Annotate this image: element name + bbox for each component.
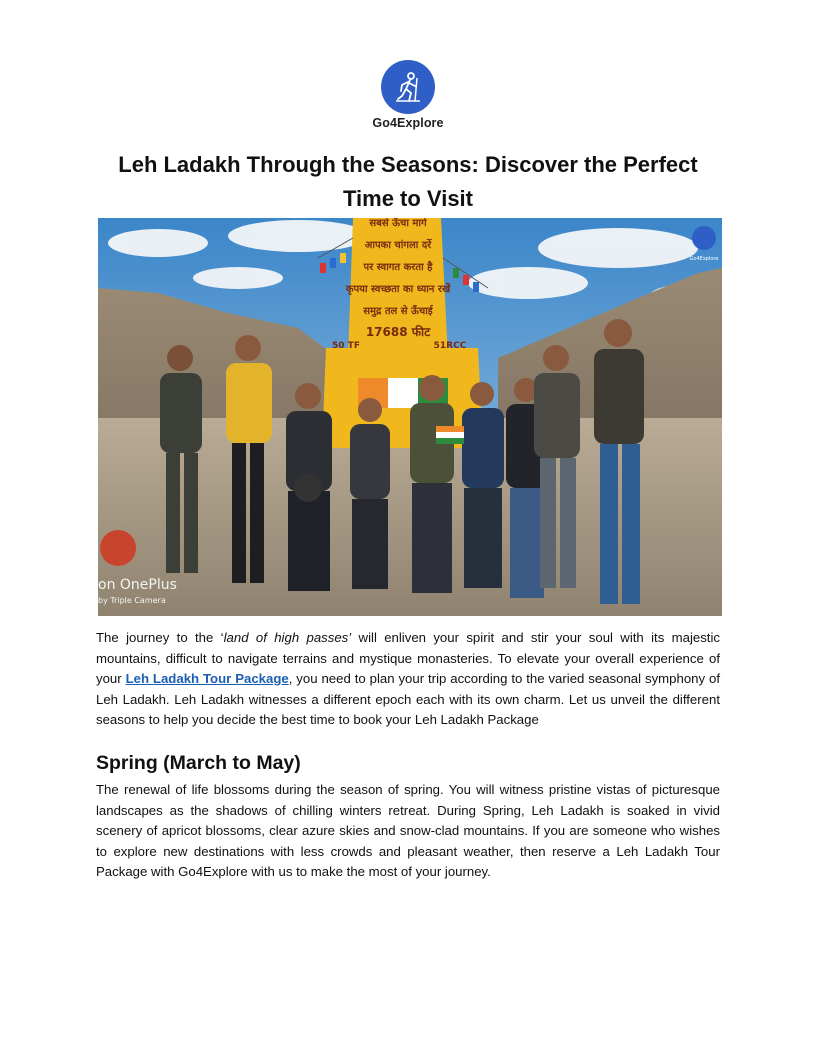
milestone-line-1: सबसे ऊँचा मार्ग <box>369 218 427 229</box>
brand-logo <box>381 60 435 114</box>
milestone-line-5: समुद्र तल से ऊँचाई <box>363 306 433 317</box>
camera-watermark: on OnePlus <box>98 577 177 593</box>
milestone-height: 17688 फीट <box>365 325 431 339</box>
hiker-icon <box>391 70 425 104</box>
corner-badge: Go4Explore <box>689 256 719 262</box>
spring-paragraph: The renewal of life blossoms during the season of spring. You will witness pristine vistas of picturesque landscapes as the shadows of chilling winters retreat. During Spring, Leh Ladakh is soaked in vivid scenery of apricot blossoms, clear azure skies and snow-clad mountains. If you are someone who wishes to explore new destinations with less crowds and pleasant weather, then reserve a Leh Ladakh Tour Package with Go4Explore with us to make the most of your journey. <box>96 782 720 880</box>
intro-paragraph: The journey to the ‘land of high passes’ will enliven your spirit and stir your soul with its majestic mountains, difficult to navigate terrains and mystique monasteries. To elevate your overall experience of your Leh Ladakh Tour Package, you need to plan your trip according to the varied seasonal symphony of Leh Ladakh. Leh Ladakh witnesses a different epoch each with its own charm. Let us unveil the different seasons to help you decide the best time to book your Leh Ladakh Package <box>96 630 720 728</box>
milestone-line-2: आपका चांगला दर्रे <box>364 240 432 251</box>
camera-watermark-sub: by Triple Camera <box>98 596 166 605</box>
leh-ladakh-tour-package-link[interactable]: Leh Ladakh Tour Package <box>125 671 289 687</box>
milestone-line-3: पर स्वागत करता है <box>363 262 433 273</box>
brand-name: Go4Explore <box>372 116 444 130</box>
hero-photo <box>98 218 722 616</box>
article-title: Leh Ladakh Through the Seasons: Discover the Perfect Time to Visit <box>118 152 698 211</box>
milestone-line-4: कृपया स्वच्छता का ध्यान रखें <box>345 284 451 295</box>
milestone-unit-left: 50 TF <box>332 341 360 351</box>
spring-heading: Spring (March to May) <box>96 752 301 774</box>
milestone-unit-right: 51RCC <box>433 341 467 351</box>
